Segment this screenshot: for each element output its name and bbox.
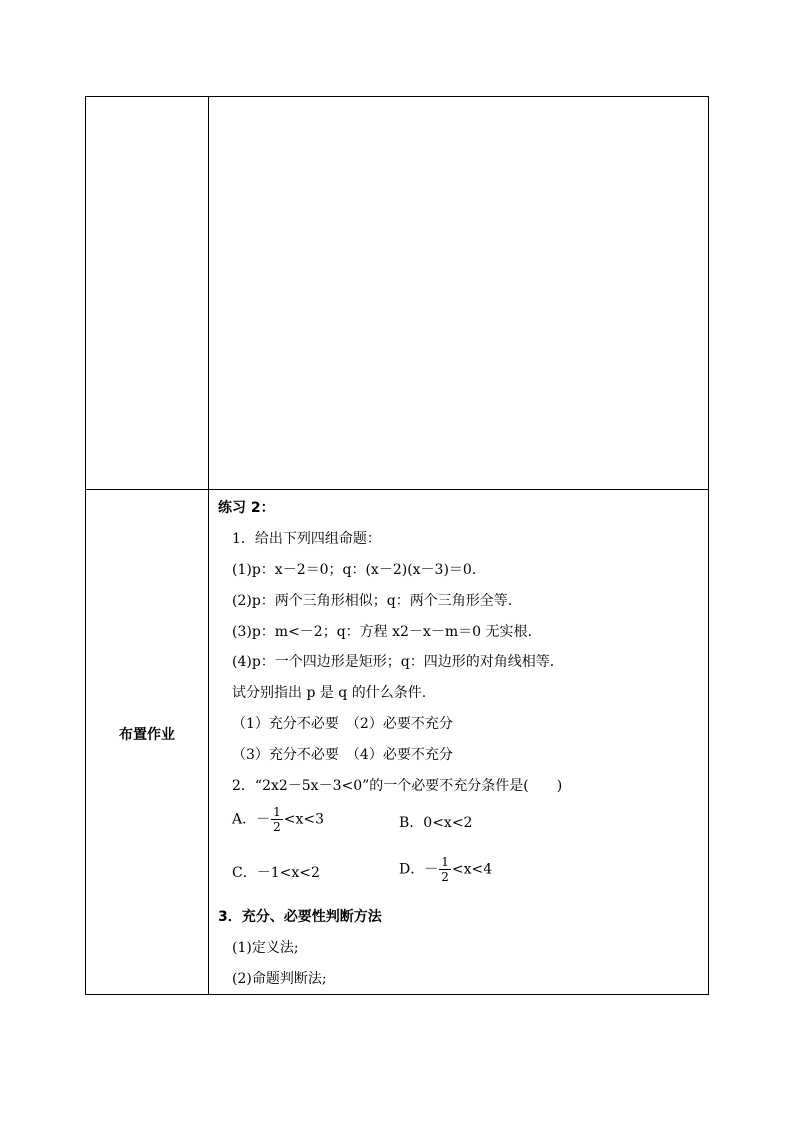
row-label-homework: 布置作业 xyxy=(119,727,175,743)
proposition-4: (4)p：一个四边形是矩形；q：四边形的对角线相等. xyxy=(232,654,555,670)
method-1: (1)定义法; xyxy=(232,940,299,956)
option-d-prefix: D．－ xyxy=(399,861,439,878)
proposition-1: (1)p：x－2＝0；q：(x－2)(x－3)＝0. xyxy=(232,562,477,578)
fraction-denominator: 2 xyxy=(441,870,449,884)
fraction-numerator: 1 xyxy=(441,855,449,869)
fraction-denominator: 2 xyxy=(273,820,281,834)
content-cell xyxy=(218,489,698,994)
option-a-suffix: <x<3 xyxy=(283,811,325,828)
option-a-prefix: A．－ xyxy=(232,811,271,828)
homework-table xyxy=(85,96,709,995)
fraction-numerator: 1 xyxy=(273,805,281,819)
section-3-heading: 3．充分、必要性判断方法 xyxy=(218,909,382,925)
option-d-suffix: <x<4 xyxy=(451,861,493,878)
option-a-fraction xyxy=(271,805,283,834)
question-1-ask: 试分别指出 p 是 q 的什么条件. xyxy=(232,685,427,701)
exercise-heading: 练习 2： xyxy=(218,500,275,516)
question-2: 2．“2x2－5x－3<0”的一个必要不充分条件是( ) xyxy=(232,778,563,794)
option-a xyxy=(232,805,324,834)
option-b: B．0<x<2 xyxy=(399,815,473,831)
option-d xyxy=(399,855,492,884)
proposition-2: (2)p：两个三角形相似；q：两个三角形全等. xyxy=(232,593,513,609)
answer-line-2: （3）充分不必要 （4）必要不充分 xyxy=(232,747,453,763)
column-divider xyxy=(208,97,209,994)
option-c: C．－1<x<2 xyxy=(232,865,320,881)
question-1: 1．给出下列四组命题： xyxy=(232,531,381,547)
proposition-3: (3)p：m<－2；q：方程 x2－x－m＝0 无实根. xyxy=(232,624,532,640)
option-d-fraction xyxy=(439,855,451,884)
method-2: (2)命题判断法; xyxy=(232,971,327,987)
answer-line-1: （1）充分不必要 （2）必要不充分 xyxy=(232,716,453,732)
